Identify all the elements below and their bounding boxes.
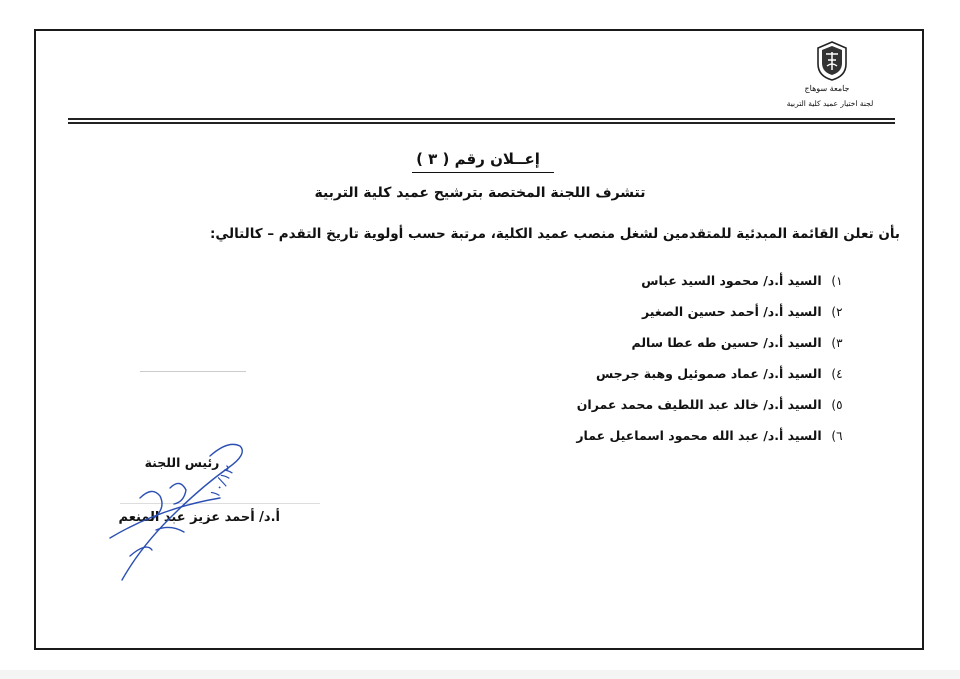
list-item	[576, 362, 848, 393]
candidate-name: السيد أ.د/ عبد الله محمود اسماعيل عمار	[576, 428, 822, 443]
signature-date: ١٠/١٢	[206, 463, 239, 502]
candidate-name: السيد أ.د/ عماد صموئيل وهبة جرجس	[595, 366, 822, 381]
chair-title: رئيس اللجنة	[144, 455, 220, 470]
list-number: ٢)	[831, 305, 843, 319]
candidate-name: السيد أ.د/ حسين طه عطا سالم	[631, 335, 822, 350]
header-rule	[68, 122, 895, 124]
handwritten-signature	[100, 438, 260, 588]
list-number: ٤)	[831, 367, 843, 381]
list-number: ٥)	[831, 398, 843, 412]
committee-name: لجنة اختيار عميد كلية التربية	[786, 99, 874, 108]
list-number: ١)	[831, 274, 843, 288]
candidate-name: السيد أ.د/ محمود السيد عباس	[641, 273, 822, 288]
title-underline	[412, 172, 554, 173]
announcement-intro: بأن تعلن القائمة المبدئية للمتقدمين لشغل منصب عميد الكلية، مرتبة حسب أولوية تاريخ التقدم – كالتالي:	[209, 226, 900, 242]
university-name: جامعة سوهاج	[804, 84, 850, 93]
university-logo-icon	[814, 40, 850, 82]
scan-edge	[0, 670, 960, 679]
header-rule	[68, 118, 895, 120]
list-number: ٦)	[831, 429, 843, 443]
chair-name: أ.د/ أحمد عزيز عبد المنعم	[118, 510, 280, 525]
announcement-subtitle: تتشرف اللجنة المختصة بترشيح عميد كلية التربية	[314, 185, 646, 201]
candidate-name: السيد أ.د/ خالد عبد اللطيف محمد عمران	[576, 397, 822, 412]
list-item	[576, 331, 848, 362]
candidate-list	[576, 269, 848, 455]
announcement-title: إعــلان رقم ( ٣ )	[416, 150, 540, 168]
list-item	[576, 393, 848, 424]
list-item	[576, 424, 848, 455]
scan-artifact-line	[140, 371, 246, 372]
list-item	[576, 269, 848, 300]
list-item	[576, 300, 848, 331]
list-number: ٣)	[831, 336, 843, 350]
candidate-name: السيد أ.د/ أحمد حسين الصغير	[641, 304, 822, 319]
